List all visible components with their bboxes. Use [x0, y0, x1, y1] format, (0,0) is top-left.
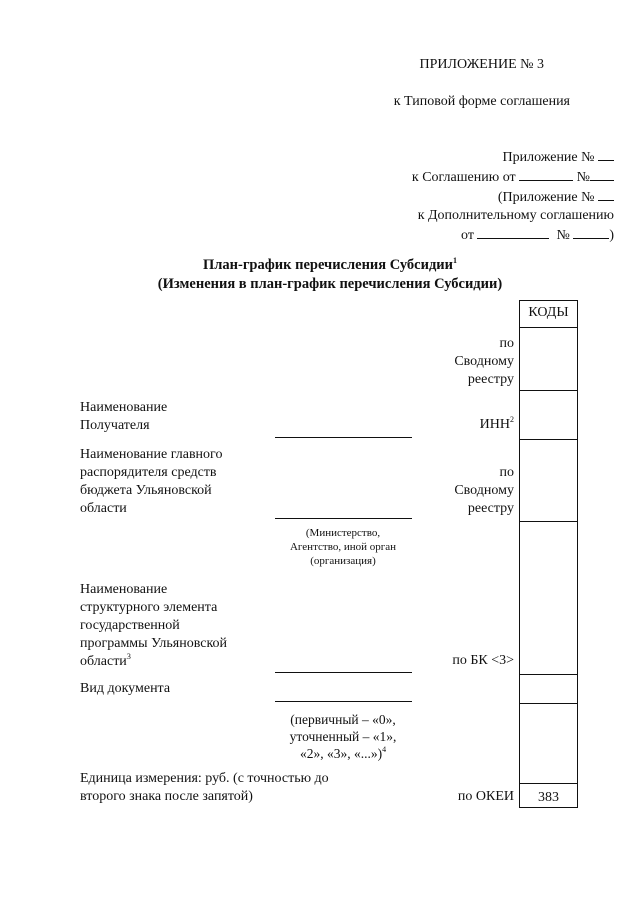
- reestr-label-1: по Сводному реестру: [454, 336, 514, 387]
- attachment-line-4: к Дополнительному соглашению: [417, 208, 614, 223]
- okei-code: 383: [538, 790, 559, 805]
- attachment-line-2: к Соглашению от №: [254, 167, 614, 187]
- grbs-hint: (Министерство, Агентство, иной орган (организация): [289, 527, 397, 567]
- page-title: План-график перечисления Субсидии$^1$ (Изменения в план-график перечисления Субсидии): [157, 256, 503, 292]
- recipient-label: Наименование Получателя: [80, 400, 168, 433]
- struct-field-line: [275, 672, 412, 673]
- recipient-field-line: [275, 437, 412, 438]
- grbs-field-line: [275, 518, 412, 519]
- attachment-line-5: от № ): [254, 225, 614, 245]
- doctype-label: Вид документа: [80, 681, 171, 696]
- unit-label: Единица измерения: руб. (с точностью до второго знака после запятой): [80, 771, 329, 804]
- struct-label: Наименование структурного элемента государственной программы Ульяновской области$^3$: [80, 582, 228, 669]
- bk-label: по БК <3>: [452, 653, 514, 668]
- doctype-field-line: [275, 701, 412, 702]
- attachment-line-3: (Приложение №: [254, 187, 614, 207]
- inn-label: ИНН$^2$: [479, 415, 514, 432]
- codes-column: [519, 300, 578, 808]
- doctype-hint: (первичный – «0», уточненный – «1», «2», «3», «...»)$^4$: [289, 712, 397, 761]
- appendix-title: ПРИЛОЖЕНИЕ № 3: [419, 57, 544, 72]
- grbs-label: Наименование главного распорядителя средств бюджета Ульяновской области: [80, 447, 223, 516]
- reestr-label-2: по Сводному реестру: [454, 465, 514, 516]
- okei-label: по ОКЕИ: [457, 789, 514, 804]
- attachment-block: [254, 147, 614, 245]
- codes-header: КОДЫ: [528, 305, 569, 320]
- appendix-subtitle: к Типовой форме соглашения: [393, 94, 570, 109]
- attachment-line-1: Приложение №: [254, 147, 614, 167]
